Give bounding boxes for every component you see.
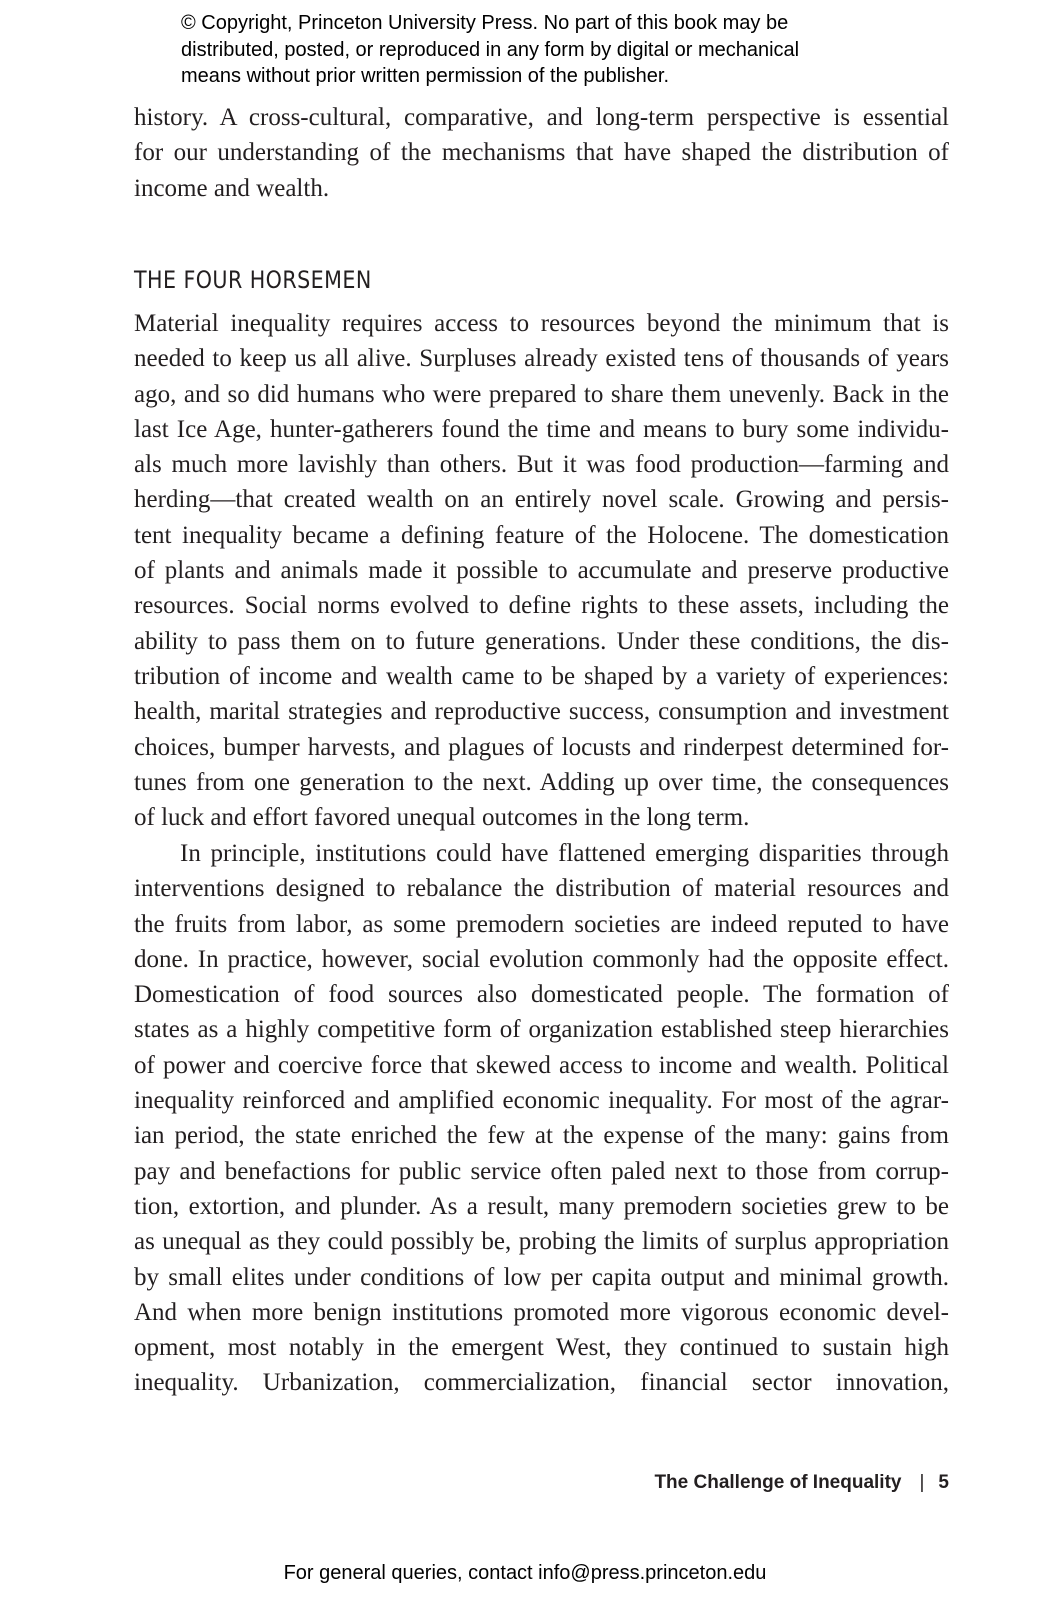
text-line: interventions designed to rebalance the distribution of material resources and bbox=[134, 875, 949, 903]
text-line: needed to keep us all alive. Surpluses already existed tens of thousands of years bbox=[134, 345, 949, 373]
running-foot-title: The Challenge of Inequality bbox=[654, 1472, 902, 1493]
copyright-line: distributed, posted, or reproduced in any form by digital or mechanical bbox=[181, 38, 800, 61]
text-line: herding—that created wealth on an entirely novel scale. Growing and persis- bbox=[134, 486, 949, 514]
paragraph-1 bbox=[134, 306, 949, 835]
text-line: of power and coercive force that skewed access to income and wealth. Political bbox=[134, 1051, 949, 1079]
running-footer bbox=[654, 1472, 949, 1494]
text-line: states as a highly competitive form of organization established steep hierarchies bbox=[134, 1016, 949, 1044]
intro-paragraph bbox=[134, 100, 949, 206]
text-line: as unequal as they could possibly be, probing the limits of surplus appropriation bbox=[134, 1228, 949, 1256]
text-line: tribution of income and wealth came to be shaped by a variety of experiences: bbox=[134, 662, 949, 690]
text-line: resources. Social norms evolved to define rights to these assets, including the bbox=[134, 592, 949, 620]
text-line: Material inequality requires access to resources beyond the minimum that is bbox=[134, 310, 949, 337]
text-line: And when more benign institutions promoted more vigorous economic devel- bbox=[134, 1298, 949, 1326]
text-line: tion, extortion, and plunder. As a result, many premodern societies grew to be bbox=[134, 1192, 949, 1220]
text-line: choices, bumper harvests, and plagues of locusts and rinderpest determined for- bbox=[134, 733, 949, 761]
text-line: the fruits from labor, as some premodern societies are indeed reputed to have bbox=[134, 910, 949, 938]
text-line: opment, most notably in the emergent West, they continued to sustain high bbox=[134, 1334, 949, 1362]
text-line: inequality reinforced and amplified economic inequality. For most of the agrar- bbox=[134, 1087, 949, 1115]
text-line: inequality. Urbanization, commercialization, financial sector innovation, bbox=[134, 1369, 949, 1397]
copyright-notice bbox=[181, 10, 901, 90]
copyright-line: means without prior written permission of the publisher. bbox=[181, 65, 670, 87]
text-line: income and wealth. bbox=[134, 174, 330, 202]
text-line: tent inequality became a defining feature of the Holocene. The domestication bbox=[134, 521, 949, 549]
text-line: ago, and so did humans who were prepared to share them unevenly. Back in the bbox=[134, 380, 949, 408]
text-line: by small elites under conditions of low per capita output and minimal growth. bbox=[134, 1263, 949, 1291]
text-line: of plants and animals made it possible to accumulate and preserve productive bbox=[134, 557, 949, 585]
text-line: last Ice Age, hunter-gatherers found the time and means to bury some individu- bbox=[134, 415, 949, 443]
text-line: of luck and effort favored unequal outcomes in the long term. bbox=[134, 804, 750, 832]
paragraph-2 bbox=[134, 836, 949, 1401]
text-line: Domestication of food sources also domesticated people. The formation of bbox=[134, 981, 949, 1009]
text-line: tunes from one generation to the next. Adding up over time, the consequences bbox=[134, 768, 949, 796]
text-line: health, marital strategies and reproductive success, consumption and investment bbox=[134, 698, 949, 726]
section-heading: THE FOUR HORSEMEN bbox=[134, 266, 372, 294]
text-line: history. A cross-cultural, comparative, and long-term perspective is essential bbox=[134, 104, 949, 131]
text-line: ian period, the state enriched the few at the expense of the many: gains from bbox=[134, 1122, 949, 1150]
copyright-line: © Copyright, Princeton University Press. No part of this book may be bbox=[181, 12, 789, 34]
queries-notice: For general queries, contact info@press.princeton.edu bbox=[283, 1562, 767, 1584]
running-foot-separator: | bbox=[919, 1472, 925, 1493]
text-line: In principle, institutions could have flattened emerging disparities through bbox=[180, 840, 949, 867]
page-number: 5 bbox=[938, 1472, 949, 1493]
text-line: for our understanding of the mechanisms that have shaped the distribution of bbox=[134, 139, 949, 167]
text-line: ability to pass them on to future generations. Under these conditions, the dis- bbox=[134, 627, 949, 655]
text-line: done. In practice, however, social evolution commonly had the opposite effect. bbox=[134, 945, 949, 973]
text-line: als much more lavishly than others. But it was food production—farming and bbox=[134, 451, 949, 479]
text-line: pay and benefactions for public service often paled next to those from corrup- bbox=[134, 1157, 949, 1185]
